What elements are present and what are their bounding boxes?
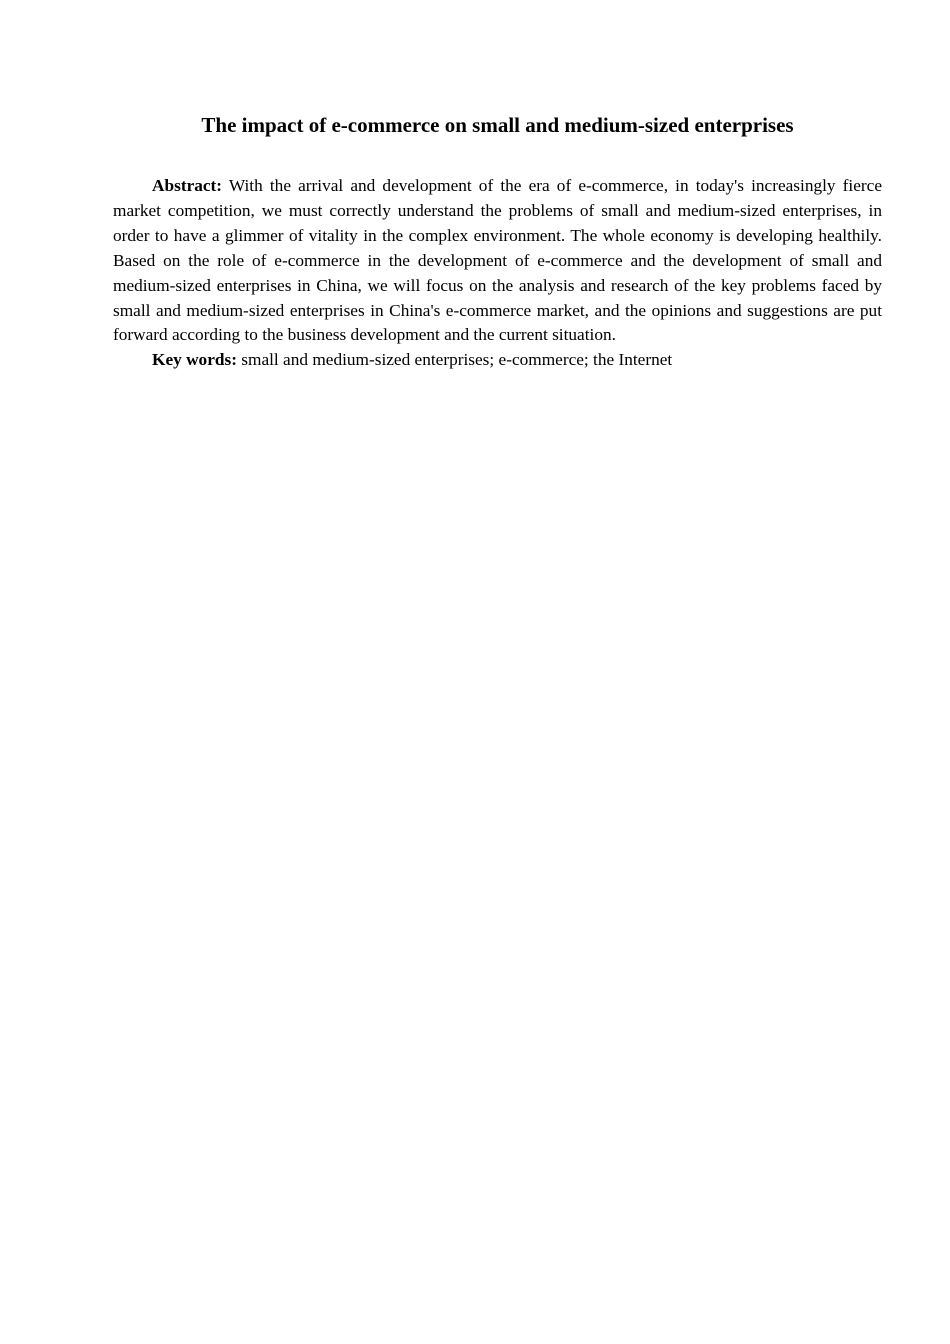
document-title: The impact of e-commerce on small and medium-sized enterprises xyxy=(201,113,794,137)
keywords-text: small and medium-sized enterprises; e-commerce; the Internet xyxy=(241,350,673,370)
keywords-label: Key words: xyxy=(152,350,237,370)
abstract-text: With the arrival and development of the era of e-commerce, in today's increasingly fierce market competition, we must correctly understand the problems of small and medium-sized enterprises, in order to have a glimmer of vitality in the complex environment. The whole economy is developing healthily. Based on the role of e-commerce in the development of e-commerce and the development of small and medium-sized enterprises in China, we will focus on the analysis and research of the key problems faced by small and medium-sized enterprises in China's e-commerce market, and the opinions and suggestions are put forward according to the business development and the current situation. xyxy=(113,176,882,345)
abstract-section xyxy=(113,174,882,373)
keywords-paragraph xyxy=(113,348,882,373)
abstract-label: Abstract: xyxy=(152,176,223,195)
abstract-paragraph xyxy=(113,174,882,348)
